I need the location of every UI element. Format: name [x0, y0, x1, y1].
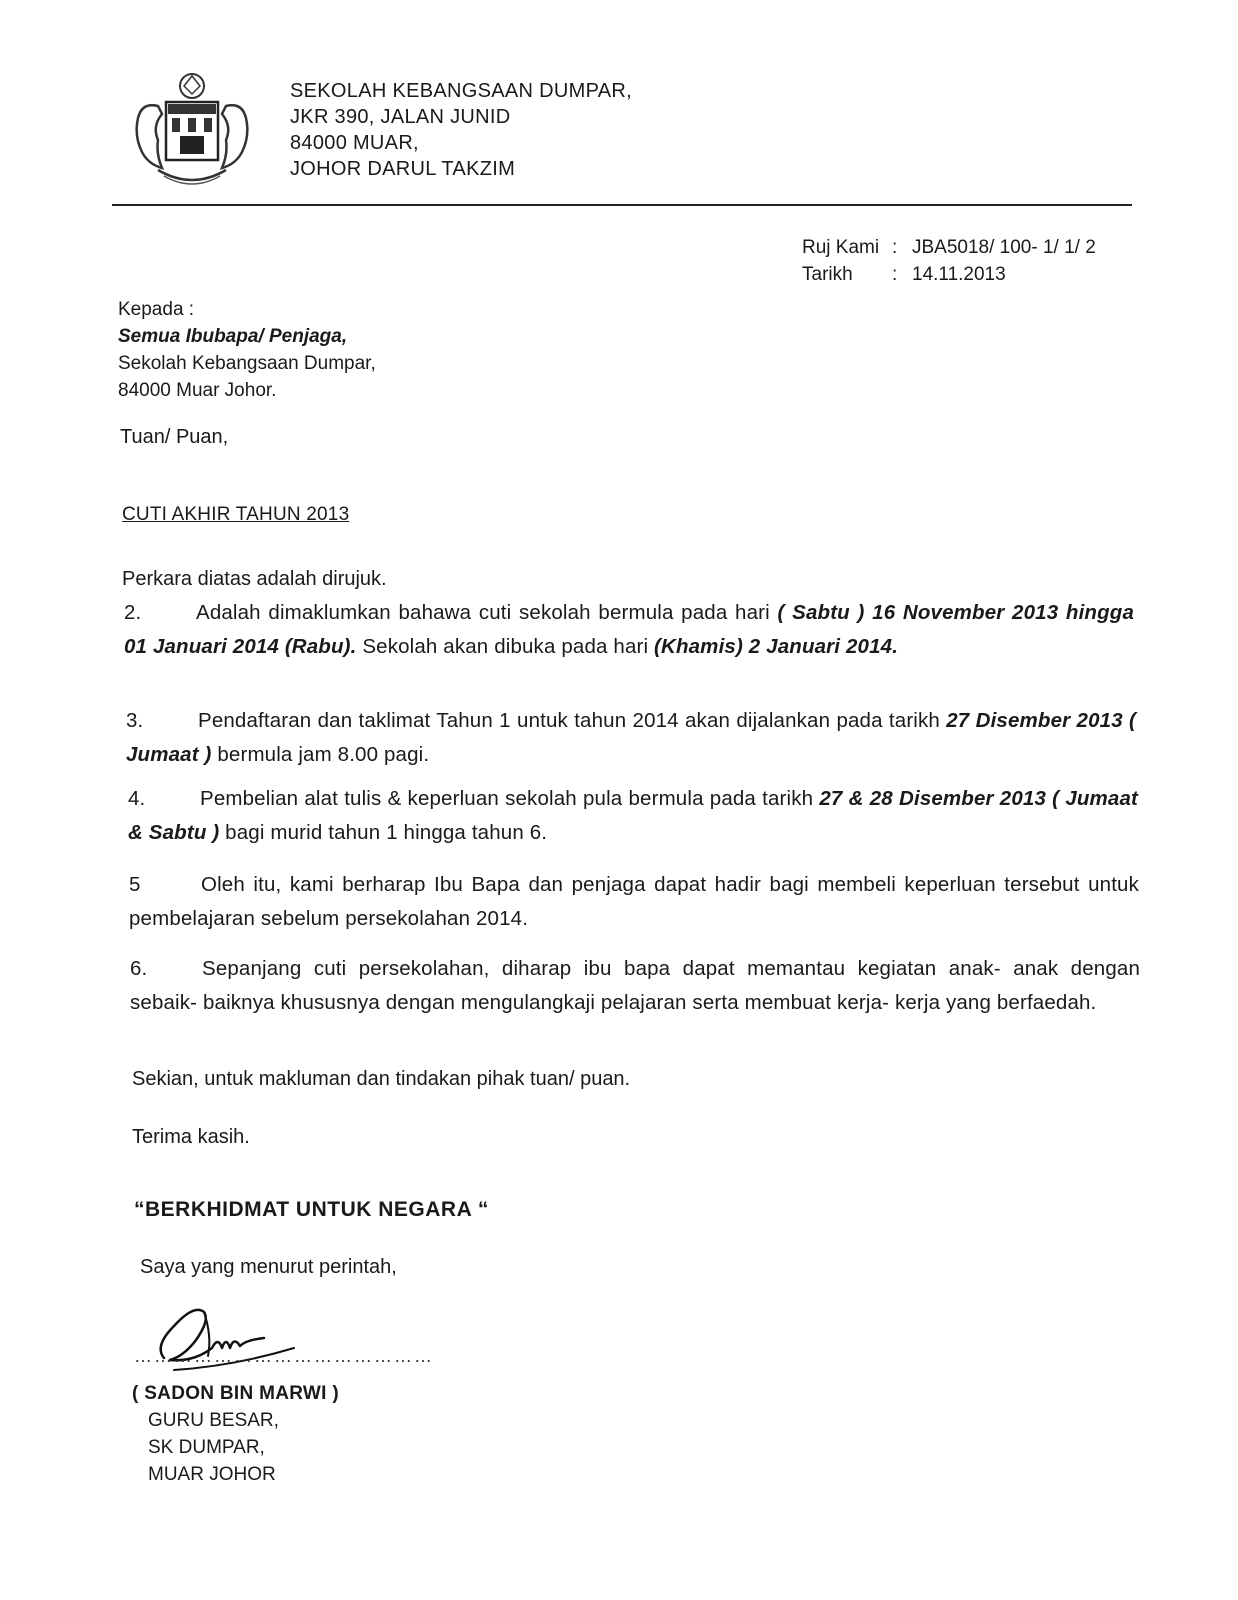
paragraph-text: Sepanjang cuti persekolahan, diharap ibu bapa dapat memantau kegiatan anak- anak dengan sebaik- baiknya khususnya dengan mengulangkaji pelajaran serta membuat kerja- kerja yang berfaedah. [130, 957, 1140, 1014]
paragraph-text: Adalah dimaklumkan bahawa cuti sekolah bermula pada hari [196, 601, 778, 624]
sign-off-line: Saya yang menurut perintah, [140, 1256, 397, 1278]
paragraph-text: Oleh itu, kami berharap Ibu Bapa dan penjaga dapat hadir bagi membeli keperluan tersebut untuk pembelajaran sebelum persekolahan 2014. [129, 873, 1139, 930]
paragraph-5 [129, 868, 1139, 936]
recipient-name: Semua Ibubapa/ Penjaga, [118, 326, 348, 347]
paragraph-6 [130, 952, 1140, 1020]
paragraph-emphasis: 27 & 28 Disember 2013 ( Jumaat & Sabtu ) [128, 787, 1138, 844]
signer-name: ( SADON BIN MARWI ) [132, 1383, 339, 1404]
ref-colon: : [892, 237, 898, 258]
signer-block [132, 1380, 339, 1488]
paragraph-number: 5 [129, 873, 141, 896]
letterhead-divider [112, 204, 1132, 206]
letterhead-school-name: SEKOLAH KEBANGSAAN DUMPAR, [290, 80, 632, 102]
paragraph-text: bagi murid tahun 1 hingga tahun 6. [219, 821, 548, 844]
recipient-address-line: Sekolah Kebangsaan Dumpar, [118, 353, 376, 374]
date-value: 14.11.2013 [912, 264, 1006, 285]
salutation: Tuan/ Puan, [120, 426, 229, 448]
reference-block [802, 234, 1096, 288]
date-label: Tarikh [802, 264, 853, 285]
date-row [802, 261, 1096, 288]
paragraph-emphasis: (Khamis) 2 Januari 2014. [654, 635, 899, 658]
paragraph-3 [126, 704, 1136, 772]
ref-row [802, 234, 1096, 261]
signer-title: GURU BESAR, [148, 1410, 279, 1431]
letterhead-postcode-line: 84000 MUAR, [290, 132, 419, 154]
date-colon: : [892, 264, 898, 285]
letterhead [290, 78, 632, 182]
ref-value: JBA5018/ 100- 1/ 1/ 2 [912, 237, 1096, 258]
paragraph-4 [128, 782, 1138, 850]
signer-place: MUAR JOHOR [148, 1464, 276, 1485]
signer-school: SK DUMPAR, [148, 1437, 265, 1458]
letterhead-state-line: JOHOR DARUL TAKZIM [290, 158, 516, 180]
paragraph-emphasis: ( Sabtu ) 16 November 2013 hingga 01 Januari 2014 (Rabu). [124, 601, 1134, 658]
thanks-line: Terima kasih. [132, 1126, 250, 1148]
paragraph-number: 3. [126, 709, 144, 732]
recipient-postcode-line: 84000 Muar Johor. [118, 380, 277, 401]
paragraph-number: 2. [124, 601, 142, 624]
paragraph-text: Pendaftaran dan taklimat Tahun 1 untuk tahun 2014 akan dijalankan pada tarikh [198, 709, 947, 732]
paragraph-number: 4. [128, 787, 146, 810]
motto: “BERKHIDMAT UNTUK NEGARA “ [134, 1198, 489, 1221]
intro-line: Perkara diatas adalah dirujuk. [122, 568, 387, 590]
subject-heading: CUTI AKHIR TAHUN 2013 [122, 504, 350, 525]
closing-line: Sekian, untuk makluman dan tindakan pihak tuan/ puan. [132, 1068, 631, 1090]
signature-line: ……………………………………… [134, 1346, 434, 1366]
paragraph-text: bermula jam 8.00 pagi. [211, 743, 430, 766]
letterhead-address-line: JKR 390, JALAN JUNID [290, 106, 511, 128]
paragraph-number: 6. [130, 957, 148, 980]
recipient-label: Kepada : [118, 299, 195, 320]
coat-of-arms-icon [128, 66, 256, 194]
paragraph-emphasis: 27 Disember 2013 ( Jumaat ) [126, 709, 1137, 766]
recipient-block [118, 296, 376, 404]
paragraph-2 [124, 596, 1134, 664]
ref-label: Ruj Kami [802, 237, 880, 258]
paragraph-text: Pembelian alat tulis & keperluan sekolah pula bermula pada tarikh [200, 787, 820, 810]
paragraph-text: Sekolah akan dibuka pada hari [356, 635, 655, 658]
